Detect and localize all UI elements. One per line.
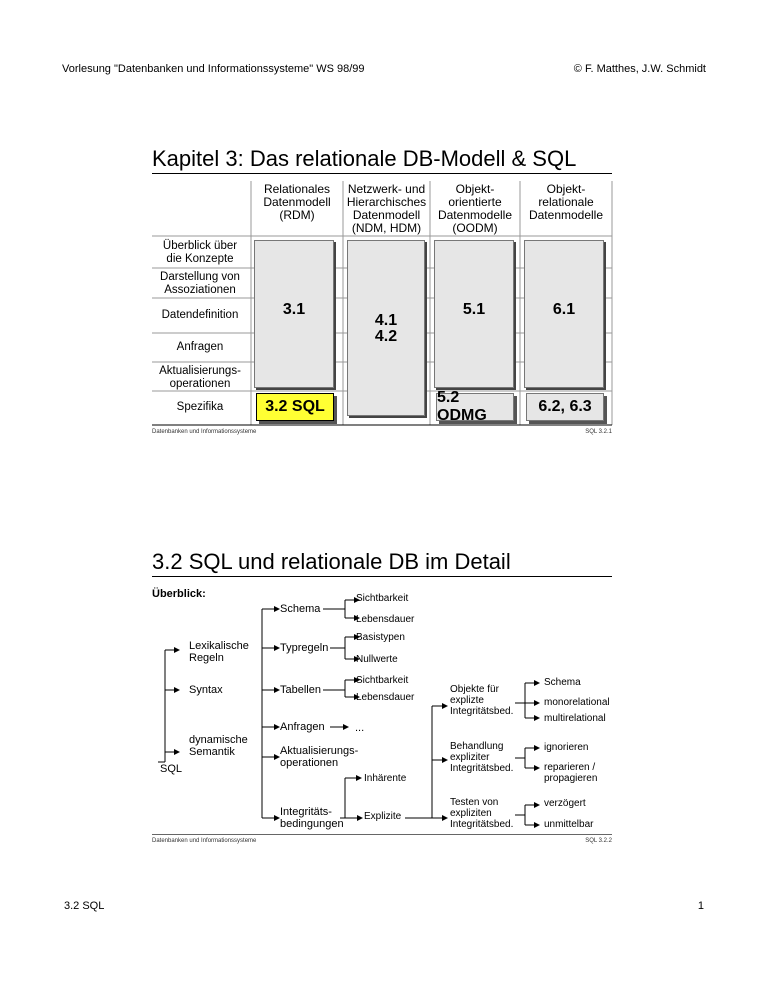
col-header-ndm: Netzwerk- und Hierarchisches Datenmodell (NDM, HDM): [346, 182, 427, 235]
tree-lexikalische-regeln: Lexikalische Regeln: [189, 640, 249, 664]
slide2-title: 3.2 SQL und relationale DB im Detail: [152, 549, 511, 574]
tree-ignorieren: ignorieren: [544, 742, 589, 753]
tree-lebensdauer-1: Lebensdauer: [356, 614, 415, 625]
row-label-spezifika: Spezifika: [176, 401, 224, 413]
tree-testen: Testen von expliziten Integritätsbed.: [450, 797, 514, 830]
tree-dynamische-semantik: dynamische Semantik: [189, 734, 248, 758]
slide2-footer-right: SQL 3.2.2: [585, 838, 612, 844]
tree-syntax: Syntax: [189, 684, 223, 696]
cell-sql-highlight: 3.2 SQL: [256, 393, 334, 421]
tree-verzoegert: verzögert: [544, 798, 586, 809]
row-label-anfragen: Anfragen: [176, 341, 224, 353]
cell-oodm-label: 5.1: [462, 301, 486, 318]
tree-schema-2: Schema: [544, 677, 581, 688]
tree-reparieren: reparieren / propagieren: [544, 762, 598, 784]
cell-ordm-label: 6.1: [552, 301, 576, 318]
tree-anfragen: Anfragen: [280, 721, 325, 733]
col-header-rdm: Relationales Datenmodell (RDM): [263, 182, 331, 222]
slide1-footer-right: SQL 3.2.1: [585, 429, 612, 435]
cell-ndm-label: 4.1 4.2: [374, 312, 398, 345]
overview-label: Überblick:: [152, 588, 206, 600]
tree-schema: Schema: [280, 603, 321, 615]
cell-odmg: 5.2 ODMG: [436, 393, 514, 421]
tree-integritaetsbedingungen: Integritäts- bedingungen: [280, 806, 344, 830]
page-footer-left: 3.2 SQL: [64, 900, 105, 912]
tree-behandlung: Behandlung expliziter Integritätsbed.: [450, 741, 514, 774]
col-header-ordm: Objekt- relationale Datenmodelle: [528, 182, 604, 222]
tree-monorelational: monorelational: [544, 697, 610, 708]
row-label-datendefinition: Datendefinition: [161, 309, 239, 321]
tree-sichtbarkeit-2: Sichtbarkeit: [356, 675, 409, 686]
row-label-ueberblick: Überblick über die Konzepte: [162, 240, 238, 265]
tree-ellipsis: ...: [355, 722, 365, 734]
slide1-title: Kapitel 3: Das relationale DB-Modell & SQL: [152, 146, 577, 171]
slide2-footer-left: Datenbanken und Informationssysteme: [152, 838, 257, 844]
col-header-oodm: Objekt- orientierte Datenmodelle (OODM): [437, 182, 513, 235]
tree-tabellen: Tabellen: [280, 684, 321, 696]
tree-sql: SQL: [160, 763, 183, 775]
tree-sichtbarkeit-1: Sichtbarkeit: [356, 593, 409, 604]
tree-nullwerte: Nullwerte: [356, 654, 398, 665]
slide2-footer-rule: [152, 834, 612, 835]
tree-inhaerente: Inhärente: [364, 773, 407, 784]
page-number: 1: [697, 900, 704, 912]
tree-explizite: Explizite: [364, 811, 402, 822]
page-header-right: © F. Matthes, J.W. Schmidt: [573, 63, 706, 75]
tree-multirelational: multirelational: [544, 713, 606, 724]
cell-ordm-spezifika: 6.2, 6.3: [526, 393, 604, 421]
cell-rdm-label: 3.1: [282, 301, 306, 318]
tree-unmittelbar: unmittelbar: [544, 819, 594, 830]
slide1-footer-left: Datenbanken und Informationssysteme: [152, 429, 257, 435]
page-header-left: Vorlesung "Datenbanken und Informationssysteme" WS 98/99: [62, 63, 365, 75]
tree-lebensdauer-2: Lebensdauer: [356, 692, 415, 703]
tree-typregeln: Typregeln: [280, 642, 329, 654]
tree-basistypen: Basistypen: [356, 632, 405, 643]
tree-objekte: Objekte für explizte Integritätsbed.: [450, 684, 514, 717]
row-label-assoziationen: Darstellung von Assoziationen: [160, 271, 240, 296]
row-label-aktualisierung: Aktualisierungs- operationen: [159, 365, 241, 390]
tree-aktualisierungsoperationen: Aktualisierungs- operationen: [280, 745, 359, 769]
